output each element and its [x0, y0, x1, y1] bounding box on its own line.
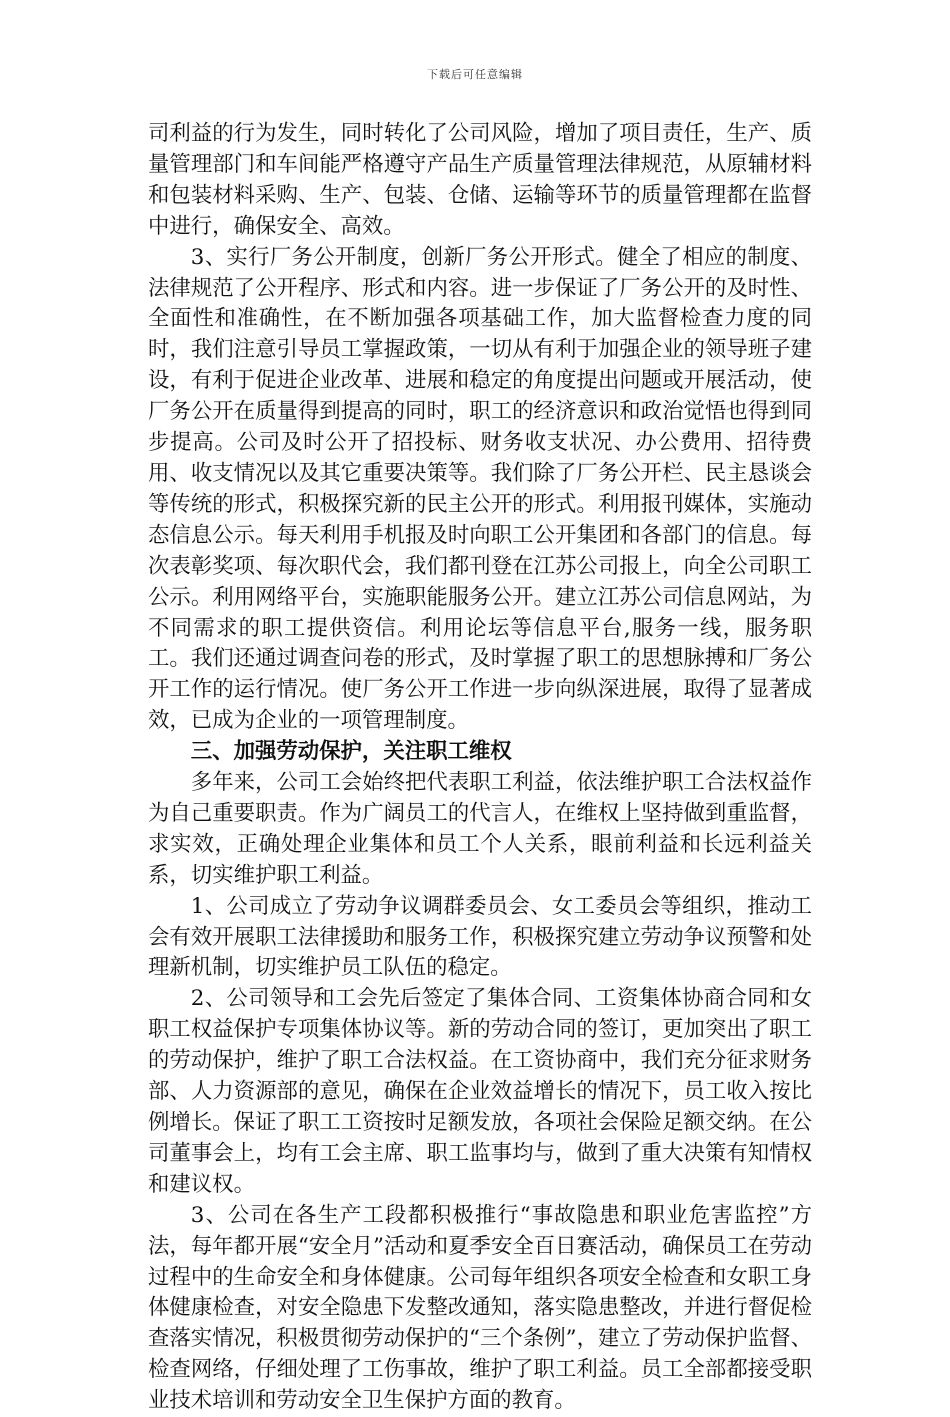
paragraph-item-2-contracts: 2、公司领导和工会先后签定了集体合同、工资集体协商合同和女职工权益保护专项集体协议等。新的劳动合同的签订，更加突出了职工的劳动保护，维护了职工合法权益。在工资协商中，我们充分征求财务部、人力资源部的意见，确保在企业效益增长的情况下，员工收入按比例增长。保证了职工工资按时足额发放，各项社会保险足额交纳。在公司董事会上，均有工会主席、职工监事均与，做到了重大决策有知情权和建议权。 [148, 986, 812, 1197]
section-heading-labor-protection: 三、加强劳动保护，关注职工维权 [190, 739, 512, 765]
paragraph-item-1-committees: 1、公司成立了劳动争议调群委员会、女工委员会等组织，推动工会有效开展职工法律援助和服务工作，积极探究建立劳动争议预警和处理新机制，切实维护员工队伍的稳定。 [148, 893, 812, 981]
paragraph-item-3-safety: 3、公司在各生产工段都积极推行“事故隐患和职业危害监控”方法，每年都开展“安全月”活动和夏季安全百日赛活动，确保员工在劳动过程中的生命安全和身体健康。公司每年组织各项安全检查和女职工身体健康检查，对安全隐患下发整改通知，落实隐患整改，并进行督促检查落实情况，积极贯彻劳动保护的“三个条例”，建立了劳动保护监督、检查网络，仔细处理了工伤事故，维护了职工利益。员工全部都接受职业技术培训和劳动安全卫生保护方面的教育。 [148, 1202, 812, 1414]
page-header-note: 下载后可任意编辑 [427, 68, 523, 81]
paragraph-item-3-factory-affairs: 3、实行厂务公开制度，创新厂务公开形式。健全了相应的制度、法律规范了公开程序、形式和内容。进一步保证了厂务公开的及时性、全面性和准确性，在不断加强各项基础工作，加大监督检查力度的同时，我们注意引导员工掌握政策，一切从有利于加强企业的领导班子建设，有利于促进企业改革、进展和稳定的角度提出问题或开展活动，使厂务公开在质量得到提高的同时，职工的经济意识和政治觉悟也得到同步提高。公司及时公开了招投标、财务收支状况、办公费用、招待费用、收支情况以及其它重要决策等。我们除了厂务公开栏、民主恳谈会等传统的形式，积极探究新的民主公开的形式。利用报刊媒体，实施动态信息公示。每天利用手机报及时向职工公开集团和各部门的信息。每次表彰奖项、每次职代会，我们都刊登在江苏公司报上，向全公司职工公示。利用网络平台，实施职能服务公开。建立江苏公司信息网站，为不同需求的职工提供资信。利用论坛等信息平台,服务一线，服务职工。我们还通过调查问卷的形式，及时掌握了职工的思想脉搏和厂务公开工作的运行情况。使厂务公开工作进一步向纵深进展，取得了显著成效，已成为企业的一项管理制度。 [148, 244, 812, 734]
paragraph-section-intro: 多年来，公司工会始终把代表职工利益，依法维护职工合法权益作为自己重要职责。作为广阔员工的代言人，在维权上坚持做到重监督，求实效，正确处理企业集体和员工个人关系，眼前利益和长远利益关系，切实维护职工利益。 [148, 770, 812, 888]
paragraph-continuation: 司利益的行为发生，同时转化了公司风险，增加了项目责任，生产、质量管理部门和车间能严格遵守产品生产质量管理法律规范，从原辅材料和包装材料采购、生产、包装、仓储、运输等环节的质量管理都在监督中进行，确保安全、高效。 [148, 121, 812, 239]
document-body [148, 119, 812, 1417]
